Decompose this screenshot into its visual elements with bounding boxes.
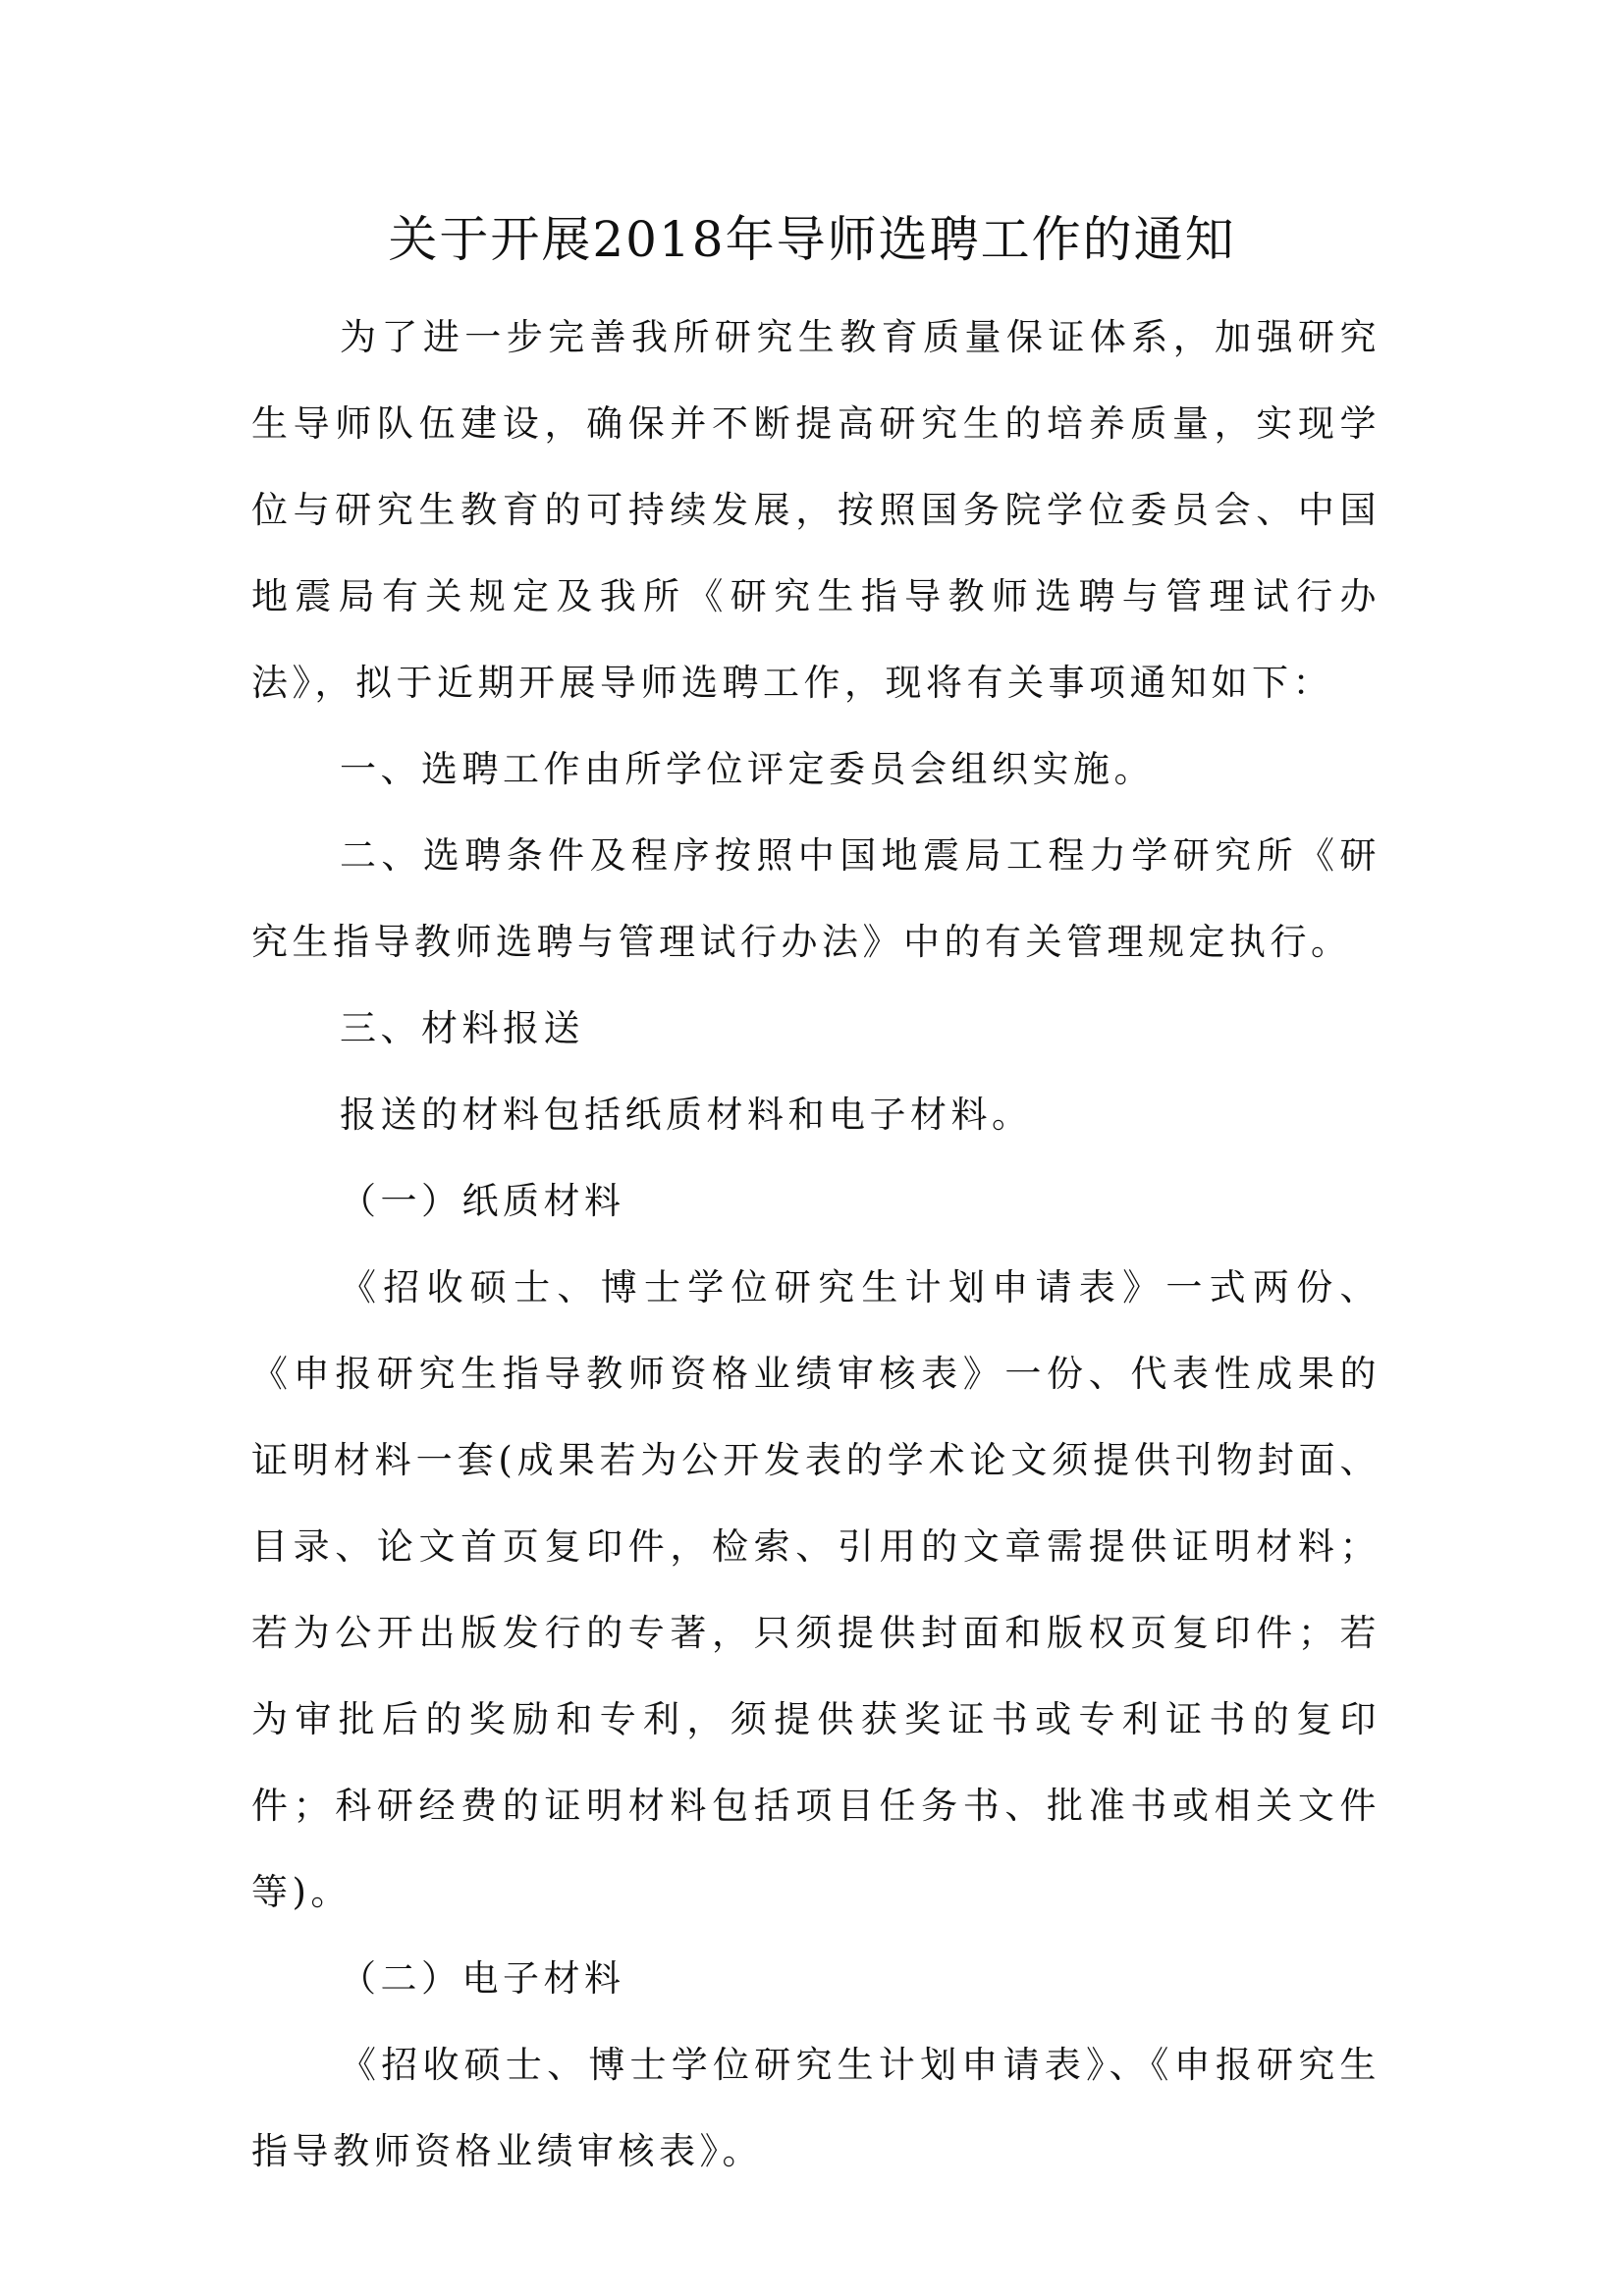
paragraph-electronic-materials: 《招收硕士、博士学位研究生计划申请表》、《申报研究生指导教师资格业绩审核表》。 [251, 2044, 1380, 2172]
paragraph-paper-heading: （一）纸质材料 [340, 1180, 625, 1222]
document-title: 关于开展2018年导师选聘工作的通知 [388, 211, 1236, 268]
paragraph-intro: 为了进一步完善我所研究生教育质量保证体系，加强研究生导师队伍建设，确保并不断提高研究生的培养质量，实现学位与研究生教育的可持续发展，按照国务院学位委员会、中国地震局有关规定及我所《研究生指导教师选聘与管理试行办法》，拟于近期开展导师选聘工作，现将有关事项通知如下： [251, 316, 1380, 704]
paragraph-item-2: 二、选聘条件及程序按照中国地震局工程力学研究所《研究生指导教师选聘与管理试行办法》中的有关管理规定执行。 [251, 834, 1380, 963]
paragraph-electronic-heading: （二）电子材料 [340, 1957, 625, 2000]
document-body [251, 294, 1380, 2195]
paragraph-item-1: 一、选聘工作由所学位评定委员会组织实施。 [340, 748, 1155, 790]
paragraph-item-3-heading: 三、材料报送 [340, 1007, 584, 1049]
paragraph-materials-intro: 报送的材料包括纸质材料和电子材料。 [340, 1094, 1033, 1136]
paragraph-paper-materials: 《招收硕士、博士学位研究生计划申请表》一式两份、《申报研究生指导教师资格业绩审核表》一份、代表性成果的证明材料一套(成果若为公开发表的学术论文须提供刊物封面、目录、论文首页复印件，检索、引用的文章需提供证明材料；若为公开出版发行的专著，只须提供封面和版权页复印件；若为审批后的奖励和专利，须提供获奖证书或专利证书的复印件；科研经费的证明材料包括项目任务书、批准书或相关文件等)。 [251, 1266, 1380, 1913]
